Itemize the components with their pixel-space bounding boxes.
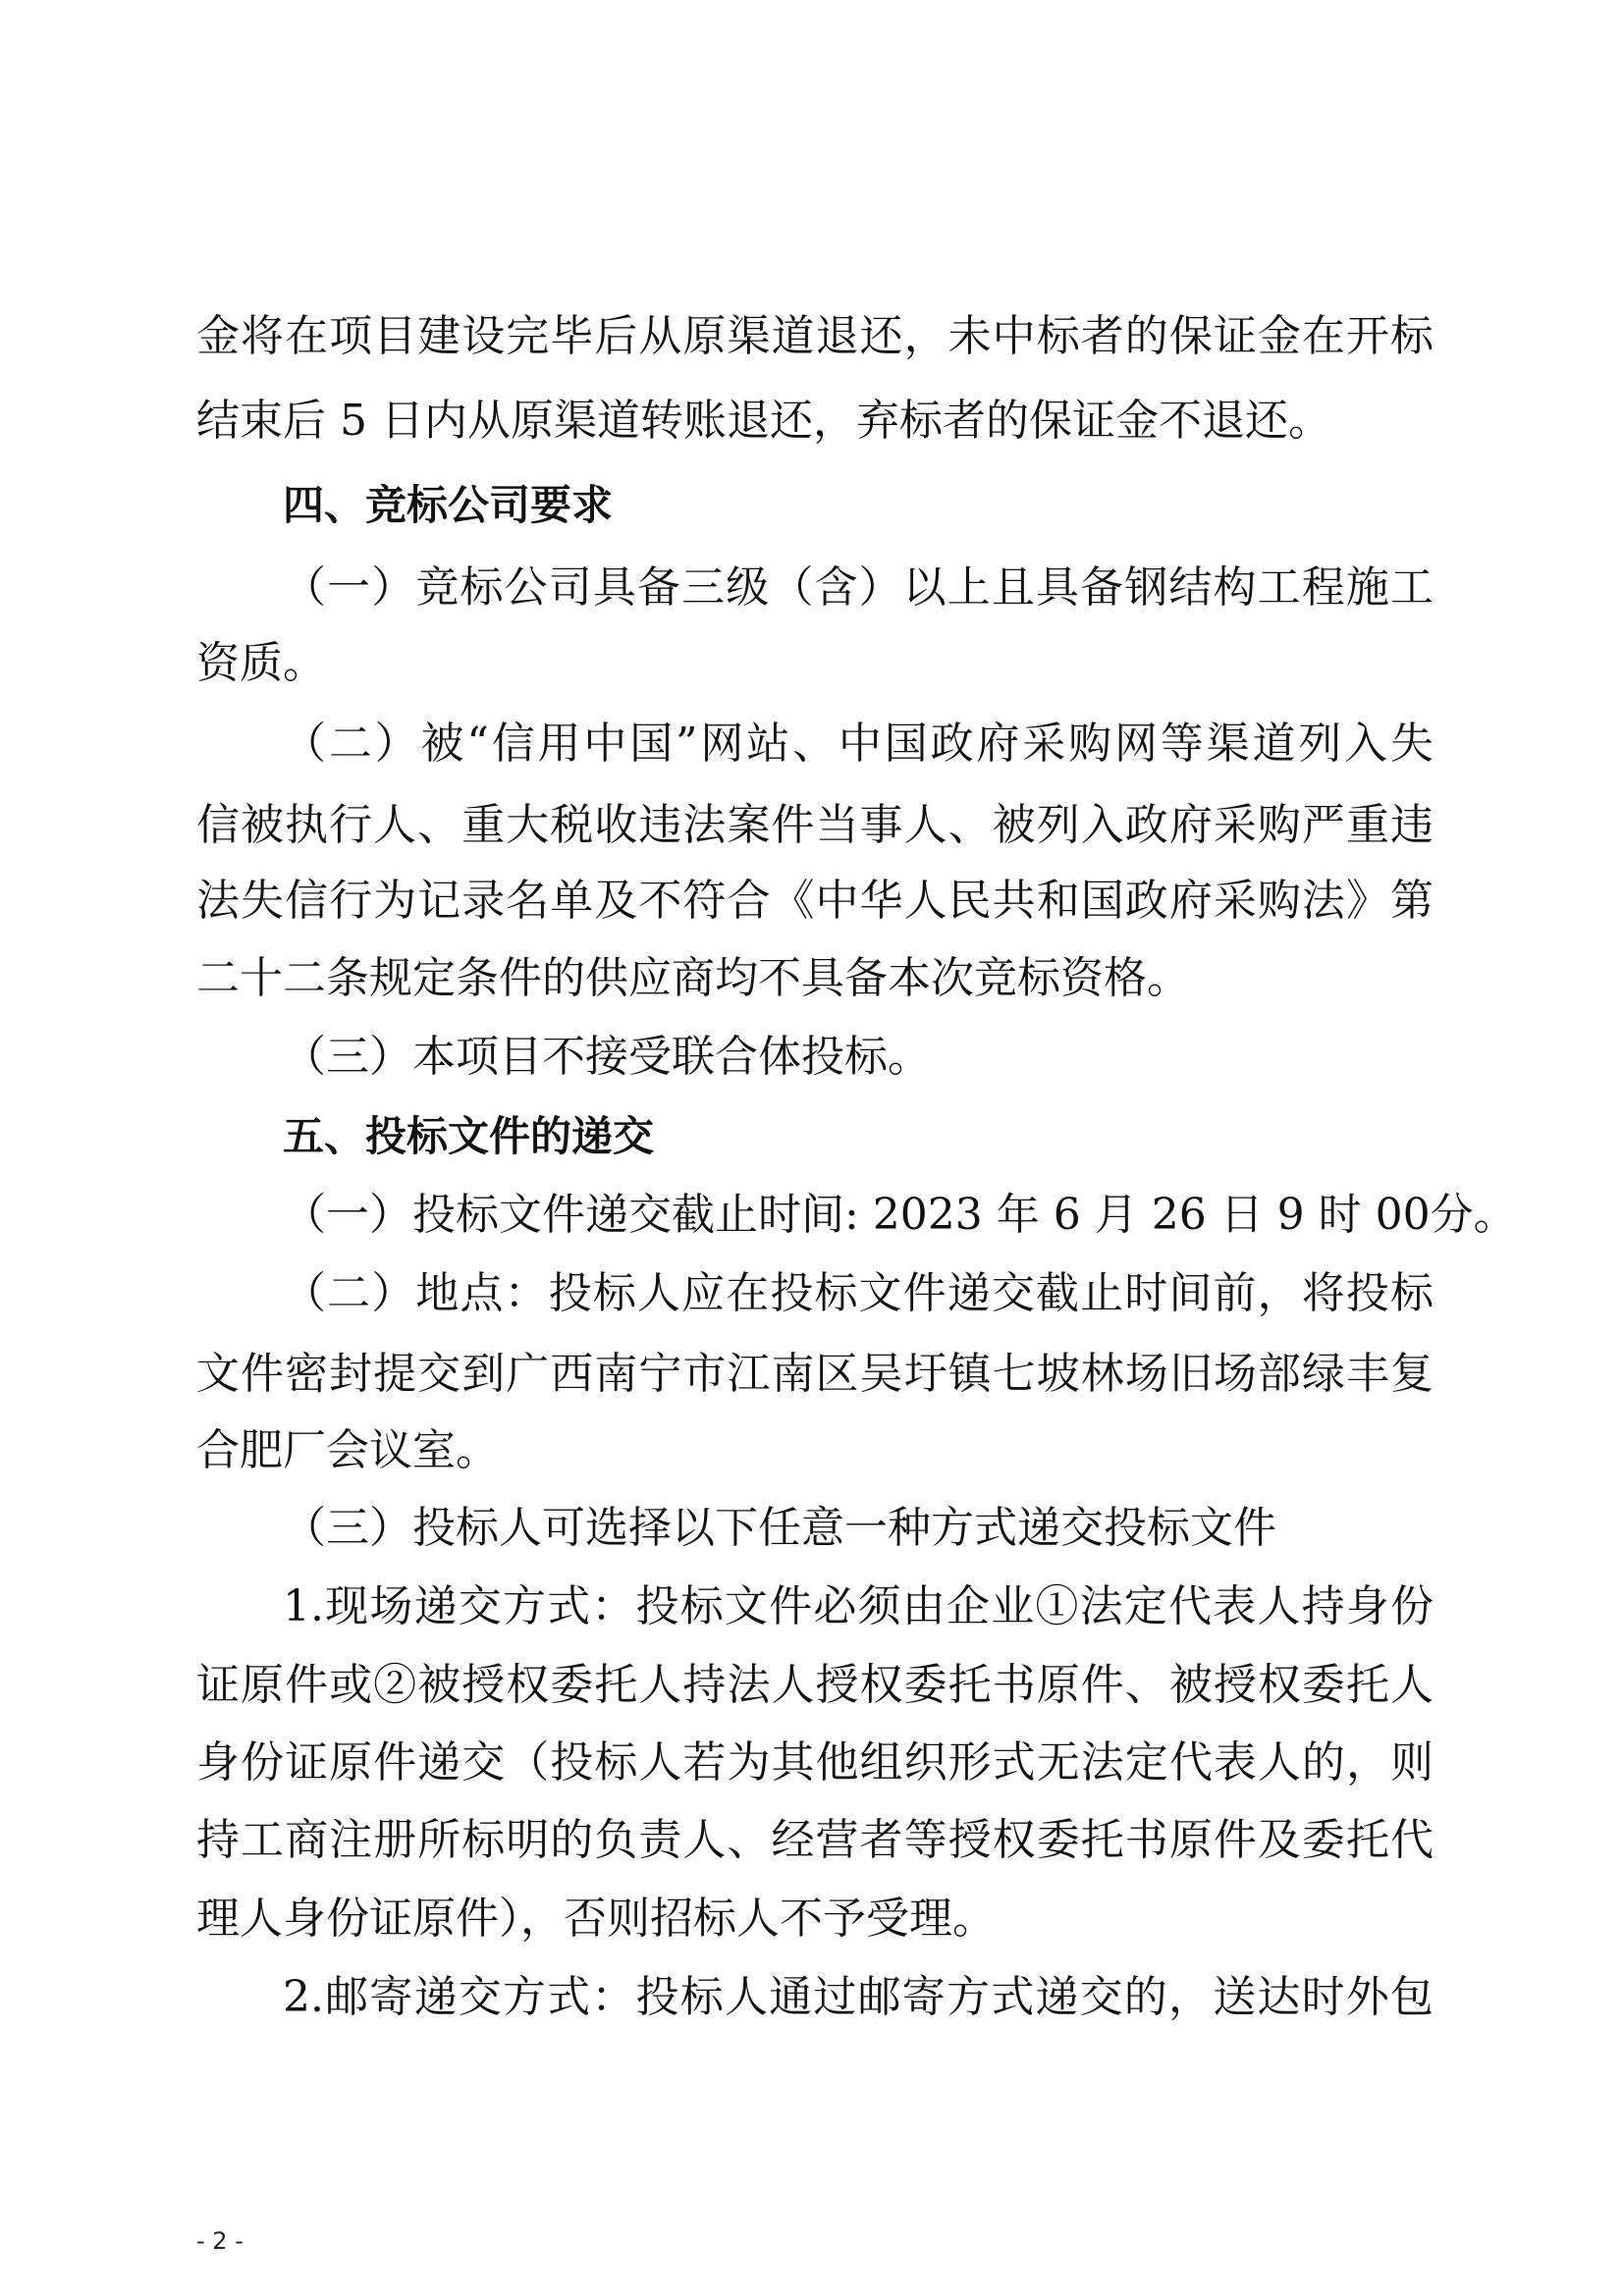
paragraph-line: （一）投标文件递交截止时间: 2023 年 6 月 26 日 9 时 00分。: [283, 1190, 1517, 1240]
paragraph-line: 文件密封提交到广西南宁市江南区吴圩镇七坡林场旧场部绿丰复: [196, 1349, 1434, 1399]
page-number: - 2 -: [196, 2227, 244, 2255]
section-heading: 四、竞标公司要求: [283, 481, 614, 529]
paragraph-line: （一）竞标公司具备三级（含）以上且具备钢结构工程施工: [283, 562, 1434, 613]
paragraph-line: 2.邮寄递交方式：投标人通过邮寄方式递交的，送达时外包: [283, 1972, 1434, 2022]
paragraph-line: 结束后 5 日内从原渠道转账退还，弃标者的保证金不退还。: [196, 396, 1331, 446]
section-heading: 五、投标文件的递交: [283, 1112, 655, 1160]
paragraph-line: 合肥厂会议室。: [196, 1425, 499, 1475]
paragraph-line: 金将在项目建设完毕后从原渠道退还，未中标者的保证金在开标: [196, 311, 1434, 361]
paragraph-line: 二十二条规定条件的供应商均不具备本次竞标资格。: [196, 953, 1190, 1003]
paragraph-line: （二）地点：投标人应在投标文件递交截止时间前，将投标: [283, 1268, 1434, 1318]
paragraph-line: 信被执行人、重大税收违法案件当事人、被列入政府采购严重违: [196, 800, 1434, 850]
paragraph-line: （三）本项目不接受联合体投标。: [283, 1032, 931, 1082]
paragraph-line: （三）投标人可选择以下任意一种方式递交投标文件: [283, 1503, 1276, 1553]
paragraph-line: 法失信行为记录名单及不符合《中华人民共和国政府采购法》第: [196, 876, 1434, 926]
paragraph-line: 持工商注册所标明的负责人、经营者等授权委托书原件及委托代: [196, 1815, 1434, 1865]
paragraph-line: （二）被“信用中国”网站、中国政府采购网等渠道列入失: [283, 719, 1434, 769]
paragraph-line: 资质。: [196, 638, 326, 688]
paragraph-line: 1.现场递交方式：投标文件必须由企业①法定代表人持身份: [283, 1581, 1434, 1631]
paragraph-line: 身份证原件递交（投标人若为其他组织形式无法定代表人的，则: [196, 1737, 1434, 1788]
paragraph-line: 证原件或②被授权委托人持法人授权委托书原件、被授权委托人: [196, 1660, 1434, 1710]
paragraph-line: 理人身份证原件），否则招标人不予受理。: [196, 1894, 996, 1944]
